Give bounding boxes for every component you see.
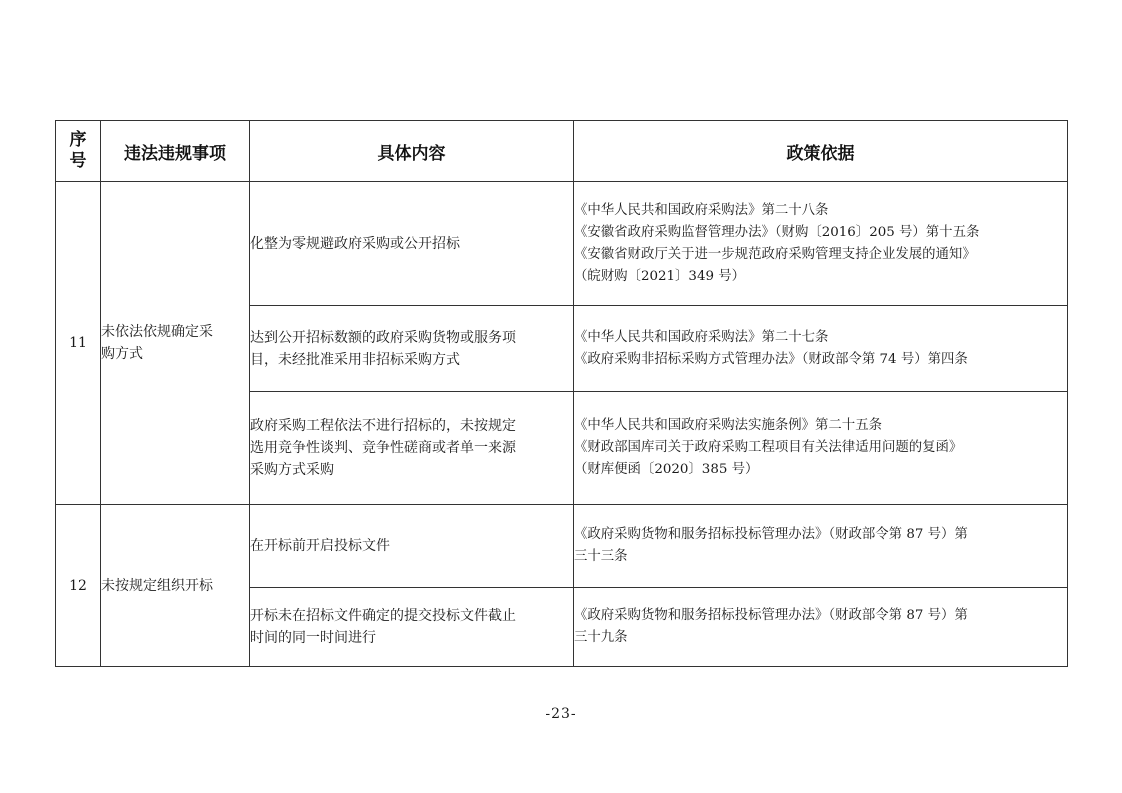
item-cell (101, 182, 250, 505)
basis-cell (574, 505, 1068, 588)
header-seq (56, 121, 101, 182)
basis-line: 《财政部国库司关于政府采购工程项目有关法律适用问题的复函》 (574, 440, 963, 455)
basis-line: 《安徽省政府采购监督管理办法》（财购〔2016〕205 号）第十五条 (574, 224, 980, 240)
header-seq-char-2: 号 (69, 151, 87, 171)
content-line: 政府采购工程依法不进行招标的，未按规定 (250, 418, 516, 434)
basis-line: 《安徽省财政厅关于进一步规范政府采购管理支持企业发展的通知》 (574, 246, 976, 262)
item-line: 未按规定组织开标 (101, 577, 213, 594)
basis-cell (574, 306, 1068, 392)
table-row (56, 182, 1068, 306)
content-cell (250, 182, 574, 306)
basis-cell (574, 182, 1068, 306)
content-line: 时间的同一时间进行 (250, 630, 376, 646)
content-cell (250, 505, 574, 588)
basis-line: 《中华人民共和国政府采购法实施条例》第二十五条 (574, 418, 882, 433)
basis-line: 《政府采购货物和服务招标投标管理办法》（财政部令第 87 号）第 (574, 527, 968, 542)
basis-line: 三十三条 (574, 549, 628, 564)
basis-line: 三十九条 (574, 630, 628, 645)
basis-line: （财库便函〔2020〕385 号） (574, 462, 759, 477)
content-cell (250, 392, 574, 505)
content-line: 选用竞争性谈判、竞争性磋商或者单一来源 (250, 440, 516, 456)
content-cell (250, 588, 574, 667)
content-line: 在开标前开启投标文件 (250, 538, 390, 554)
header-item: 违法违规事项 (101, 121, 250, 182)
basis-line: 《中华人民共和国政府采购法》第二十七条 (574, 329, 829, 345)
content-line: 采购方式采购 (250, 462, 334, 478)
basis-line: 《中华人民共和国政府采购法》第二十八条 (574, 202, 829, 218)
basis-line: （皖财购〔2021〕349 号） (574, 268, 746, 284)
header-basis: 政策依据 (574, 121, 1068, 182)
content-line: 达到公开招标数额的政府采购货物或服务项 (250, 329, 516, 346)
basis-line: 《政府采购货物和服务招标投标管理办法》（财政部令第 87 号）第 (574, 608, 968, 623)
basis-cell (574, 588, 1068, 667)
table-header-row (56, 121, 1068, 182)
page-number: -23- (545, 706, 577, 722)
basis-cell (574, 392, 1068, 505)
header-content: 具体内容 (250, 121, 574, 182)
table-body (56, 182, 1068, 667)
item-line: 未依法依规确定采 (101, 324, 213, 340)
policy-table (55, 120, 1068, 667)
content-cell (250, 306, 574, 392)
seq-cell: 11 (56, 182, 101, 505)
content-line: 开标未在招标文件确定的提交投标文件截止 (250, 608, 516, 624)
content-line: 目，未经批准采用非招标采购方式 (250, 351, 460, 368)
content-line: 化整为零规避政府采购或公开招标 (250, 235, 460, 252)
item-cell (101, 505, 250, 667)
basis-line: 《政府采购非招标采购方式管理办法》（财政部令第 74 号）第四条 (574, 351, 968, 367)
header-seq-char-1: 序 (69, 130, 87, 150)
table-row (56, 505, 1068, 588)
seq-cell: 12 (56, 505, 101, 667)
item-line: 购方式 (101, 346, 143, 362)
